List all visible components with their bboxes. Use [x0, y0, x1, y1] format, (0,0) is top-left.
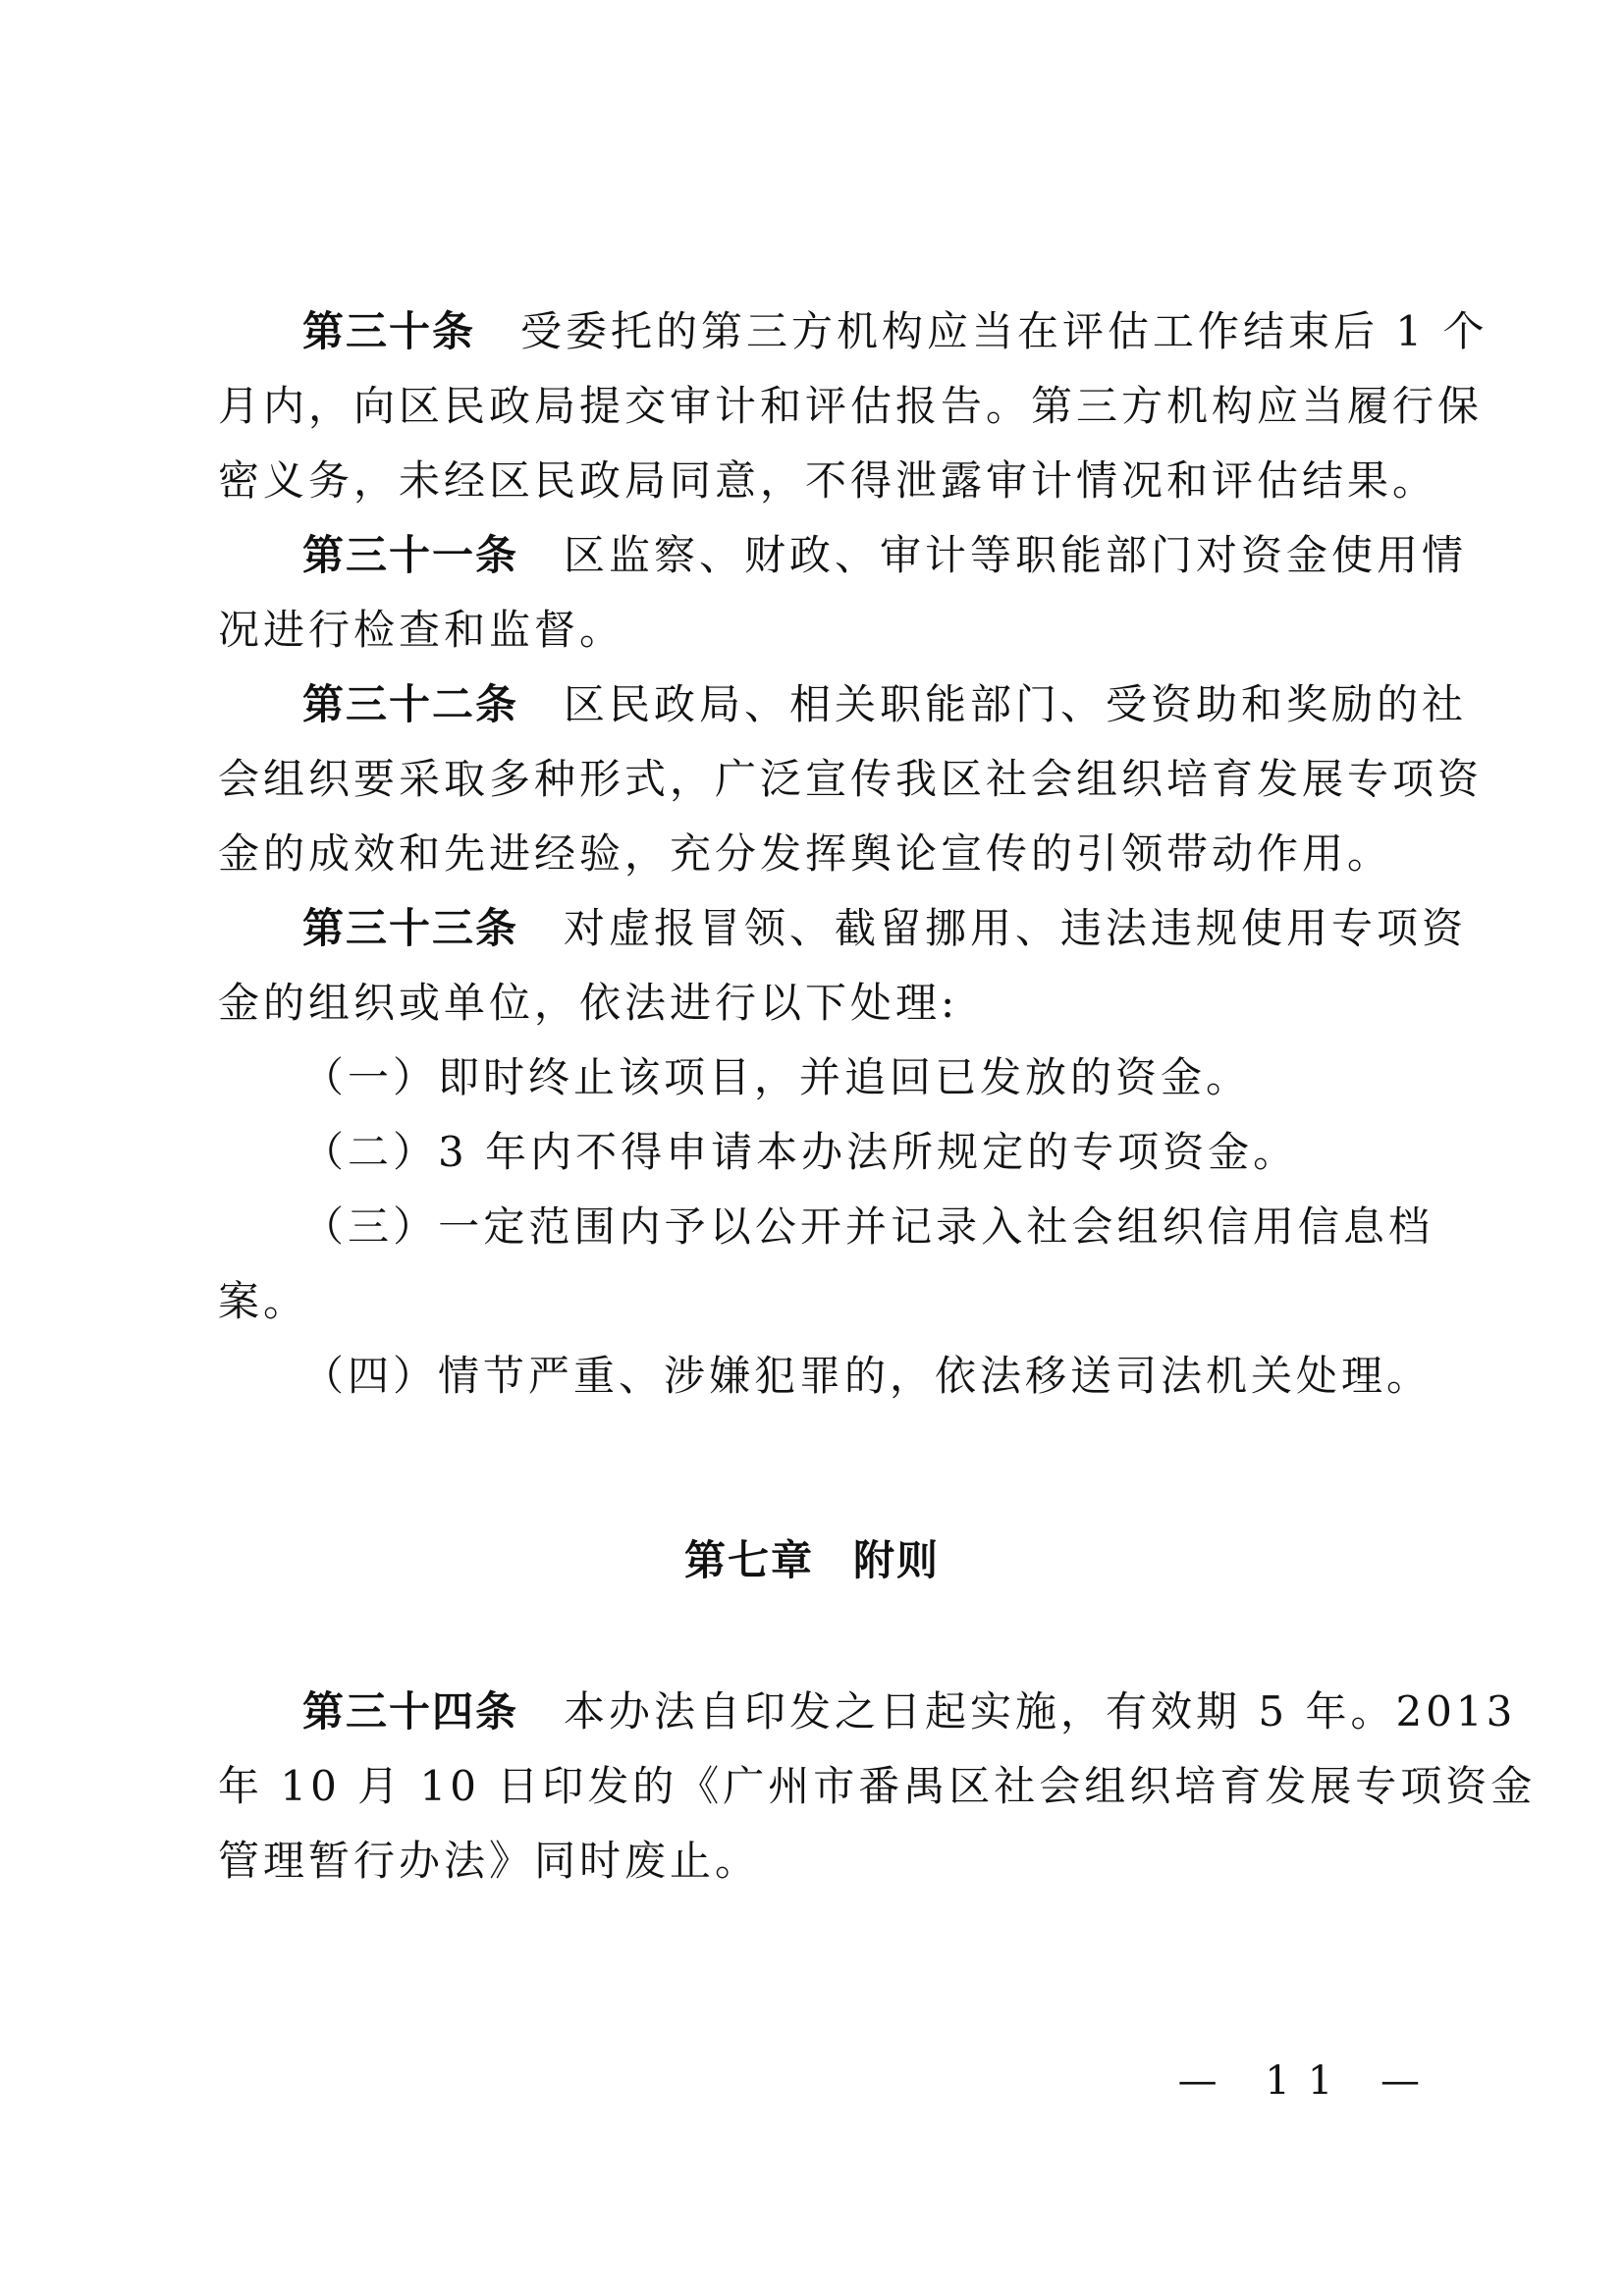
article-33-item-4: （四）情节严重、涉嫌犯罪的，依法移送司法机关处理。: [302, 1352, 1433, 1400]
page-number: — 11 —: [1177, 2058, 1437, 2104]
article-32-line-2: 会组织要采取多种形式，广泛宣传我区社会组织培育发展专项资: [218, 755, 1484, 803]
article-31-text-1: 区监察、财政、审计等职能部门对资金使用情: [564, 531, 1468, 579]
article-33-line-1: [302, 899, 1468, 958]
chapter-number: 第七章: [683, 1536, 814, 1584]
article-34-line-2: 年 10 月 10 日印发的《广州市番禺区社会组织培育发展专项资金: [218, 1762, 1537, 1810]
article-31-line-1: [302, 526, 1468, 585]
chapter-title: 附则: [853, 1536, 941, 1584]
article-33-label: 第三十三条: [302, 904, 519, 952]
article-30-label: 第三十条: [302, 307, 476, 355]
article-30-line-2: 月内，向区民政局提交审计和评估报告。第三方机构应当履行保: [218, 382, 1484, 430]
article-30-line-3: 密义务，未经区民政局同意，不得泄露审计情况和评估结果。: [218, 456, 1438, 505]
article-31-label: 第三十一条: [302, 531, 519, 579]
article-33-item-1: （一）即时终止该项目，并追回已发放的资金。: [302, 1053, 1252, 1101]
article-31-line-2: 况进行检查和监督。: [218, 606, 625, 654]
article-34-label: 第三十四条: [302, 1687, 519, 1735]
article-33-text-1: 对虚报冒领、截留挪用、违法违规使用专项资: [564, 904, 1468, 952]
article-32-text-1: 区民政局、相关职能部门、受资助和奖励的社: [564, 680, 1468, 728]
article-34-line-3: 管理暂行办法》同时废止。: [218, 1837, 761, 1885]
article-34-text-1: 本办法自印发之日起实施，有效期 5 年。2013: [564, 1687, 1517, 1735]
chapter-heading: [0, 1531, 1624, 1590]
article-32-line-1: [302, 675, 1468, 734]
article-33-line-2: 金的组织或单位，依法进行以下处理:: [218, 979, 959, 1027]
article-33-item-3-line-2: 案。: [218, 1277, 309, 1325]
article-30-line-1: [302, 302, 1489, 361]
article-33-item-3-line-1: （三）一定范围内予以公开并记录入社会组织信用信息档: [302, 1202, 1434, 1251]
article-30-text-1: 受委托的第三方机构应当在评估工作结束后 1 个: [520, 307, 1489, 355]
article-32-line-3: 金的成效和先进经验，充分发挥舆论宣传的引领带动作用。: [218, 829, 1393, 878]
article-32-label: 第三十二条: [302, 680, 519, 728]
article-34-line-1: [302, 1682, 1517, 1741]
article-33-item-2: （二）3 年内不得申请本办法所规定的专项资金。: [302, 1128, 1299, 1176]
